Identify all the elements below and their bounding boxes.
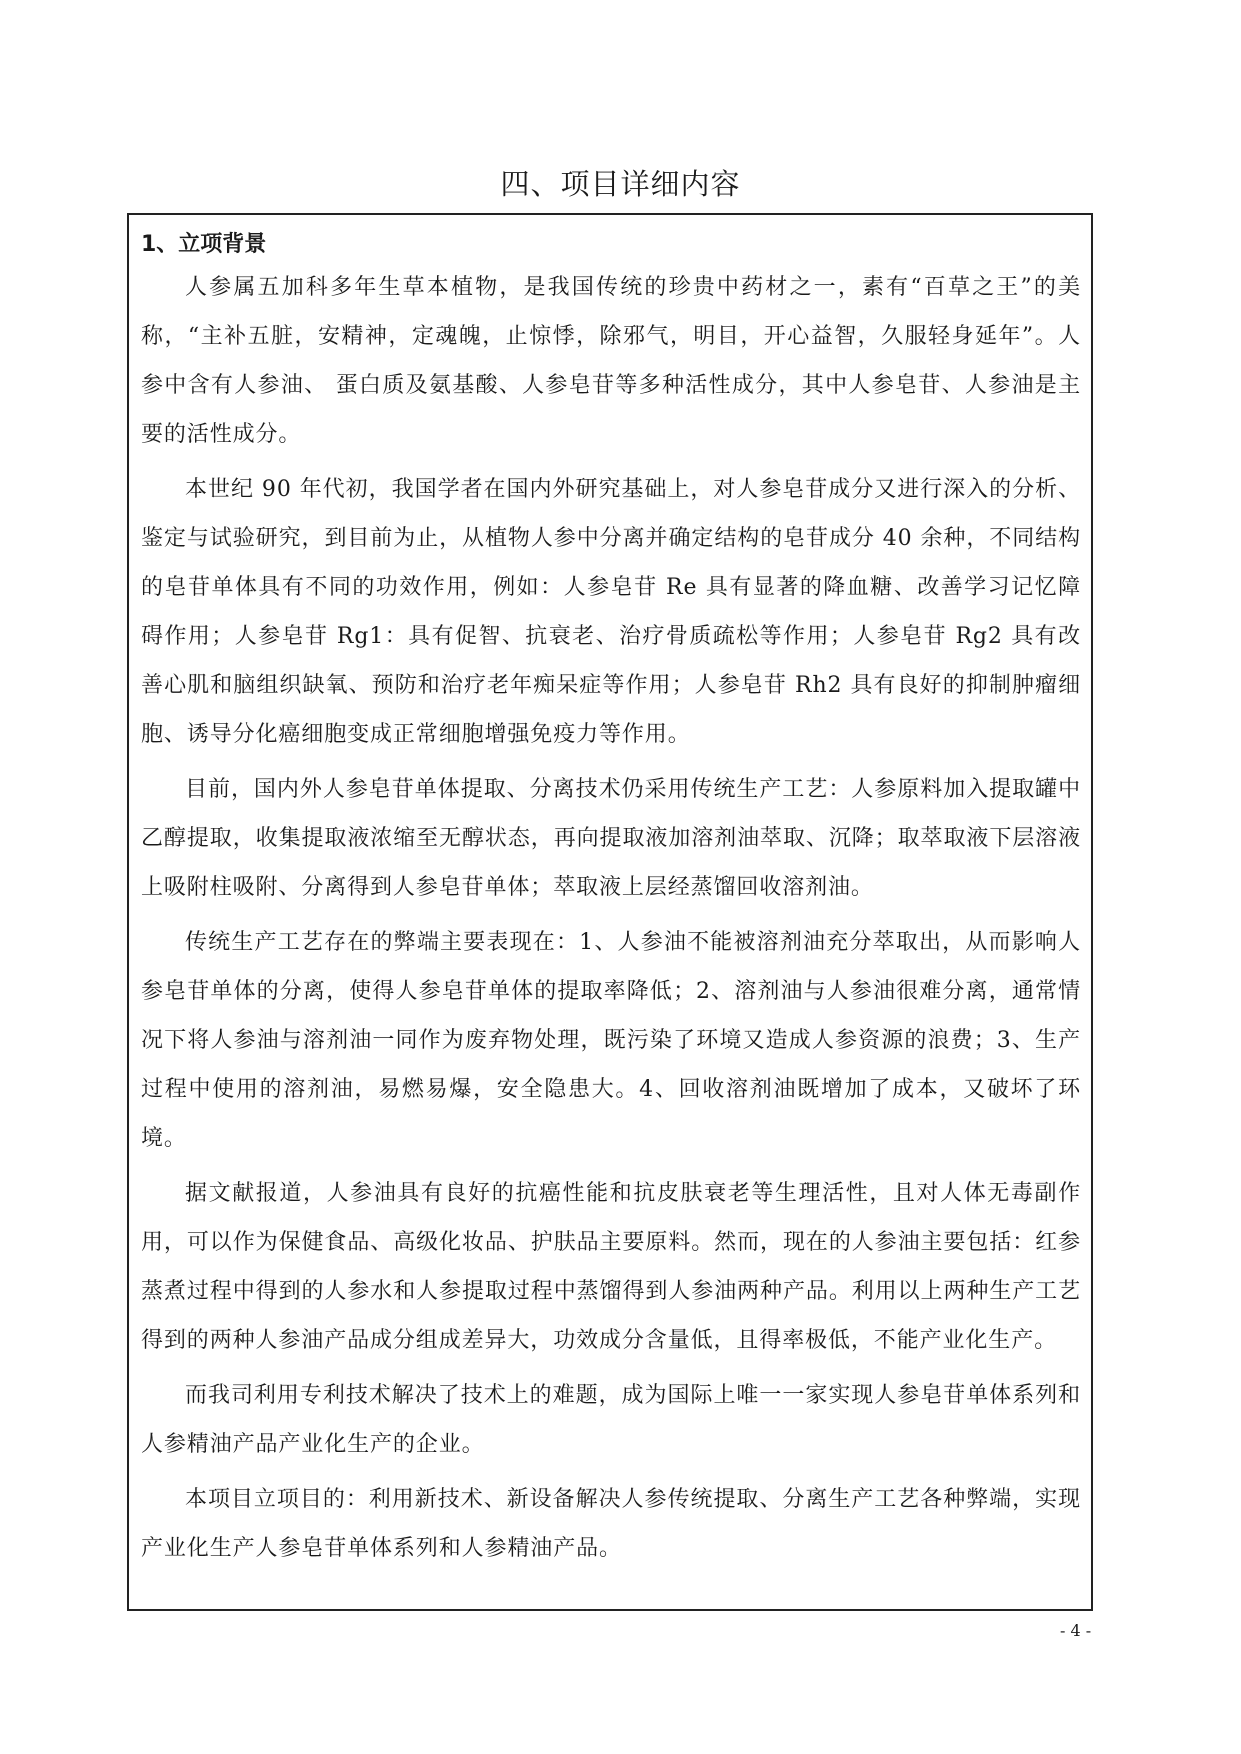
page-title: 四、项目详细内容	[500, 167, 741, 201]
paragraph: 目前，国内外人参皂苷单体提取、分离技术仍采用传统生产工艺：人参原料加入提取罐中乙醇提取，收集提取液浓缩至无醇状态，再向提取液加溶剂油萃取、沉降；取萃取液下层溶液上吸附柱吸附、分离得到人参皂苷单体；萃取液上层经蒸馏回收溶剂油。	[141, 777, 1081, 900]
section-heading: 1、立项背景	[141, 232, 267, 257]
page-number: - 4 -	[1060, 1621, 1092, 1640]
section-body	[141, 263, 1081, 1579]
paragraph: 据文献报道，人参油具有良好的抗癌性能和抗皮肤衰老等生理活性，且对人体无毒副作用，可以作为保健食品、高级化妆品、护肤品主要原料。然而，现在的人参油主要包括：红参蒸煮过程中得到的人参水和人参提取过程中蒸馏得到人参油两种产品。利用以上两种生产工艺得到的两种人参油产品成分组成差异大，功效成分含量低，且得率极低，不能产业化生产。	[141, 1181, 1081, 1353]
paragraph: 本世纪 90 年代初，我国学者在国内外研究基础上，对人参皂苷成分又进行深入的分析、鉴定与试验研究，到目前为止，从植物人参中分离并确定结构的皂苷成分 40 余种，不同结构的皂苷单体具有不同的功效作用，例如：人参皂苷 Re 具有显著的降血糖、改善学习记忆障碍作用；人参皂苷 Rg1：具有促智、抗衰老、治疗骨质疏松等作用；人参皂苷 Rg2 具有改善心肌和脑组织缺氧、预防和治疗老年痴呆症等作用；人参皂苷 Rh2 具有良好的抑制肿瘤细胞、诱导分化癌细胞变成正常细胞增强免疫力等作用。	[141, 477, 1081, 747]
paragraph: 而我司利用专利技术解决了技术上的难题，成为国际上唯一一家实现人参皂苷单体系列和人参精油产品产业化生产的企业。	[141, 1383, 1081, 1457]
paragraph: 人参属五加科多年生草本植物，是我国传统的珍贵中药材之一，素有“百草之王”的美称，“主补五脏，安精神，定魂魄，止惊悸，除邪气，明目，开心益智，久服轻身延年”。人参中含有人参油、 蛋白质及氨基酸、人参皂苷等多种活性成分，其中人参皂苷、人参油是主要的活性成分。	[141, 275, 1081, 447]
paragraph: 本项目立项目的：利用新技术、新设备解决人参传统提取、分离生产工艺各种弊端，实现产业化生产人参皂苷单体系列和人参精油产品。	[141, 1487, 1081, 1561]
content-box	[127, 213, 1093, 1611]
paragraph: 传统生产工艺存在的弊端主要表现在：1、人参油不能被溶剂油充分萃取出，从而影响人参皂苷单体的分离，使得人参皂苷单体的提取率降低；2、溶剂油与人参油很难分离，通常情况下将人参油与溶剂油一同作为废弃物处理，既污染了环境又造成人参资源的浪费；3、生产过程中使用的溶剂油，易燃易爆，安全隐患大。4、回收溶剂油既增加了成本，又破坏了环境。	[141, 930, 1081, 1151]
